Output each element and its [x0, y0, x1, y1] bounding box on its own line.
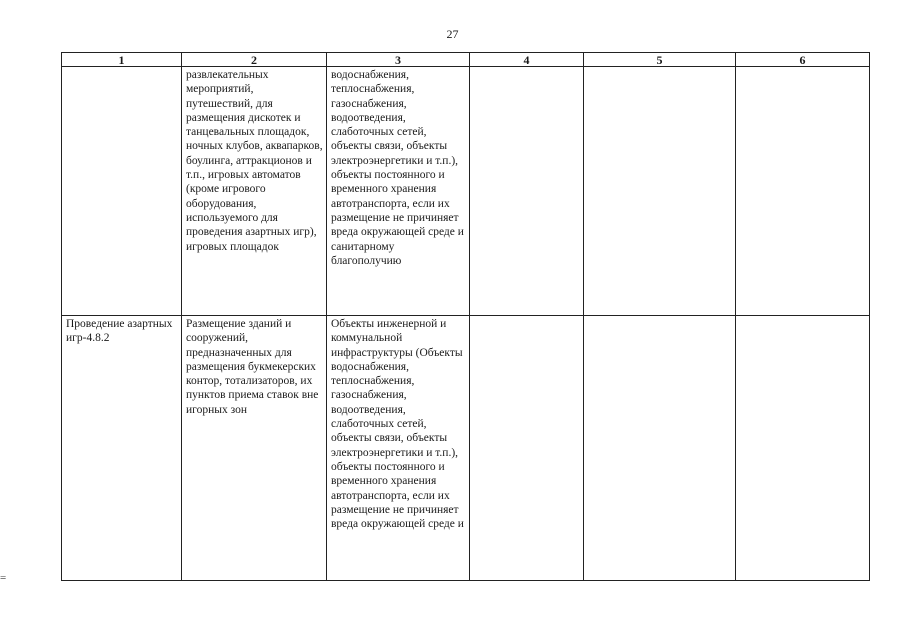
table-cell [182, 67, 327, 316]
table-cell [584, 316, 736, 581]
table-cell [736, 316, 870, 581]
column-header-1: 1 [62, 53, 182, 67]
table-cell [327, 67, 470, 316]
auxiliary-use-continued: водоснабжения, теплоснабжения, газоснабжения, водоотведения, слаботочных сетей, объекты связи, объекты электроэнергетики и т.п.), объекты постоянного и временного хранения автотранспорта, если их размещение не причиняет вреда окружающей среде и санитарному благополучию [331, 69, 464, 267]
zoning-table [61, 52, 870, 581]
table-row [62, 316, 870, 581]
table-cell [62, 67, 182, 316]
column-header-5: 5 [584, 53, 736, 67]
column-header-6: 6 [736, 53, 870, 67]
table-cell [62, 316, 182, 581]
column-header-3: 3 [327, 53, 470, 67]
table-cell [470, 316, 584, 581]
page-number: 27 [446, 27, 459, 41]
use-description-continued: развлекательных мероприятий, путешествий, для размещения дискотек и танцевальных площадок, ночных клубов, аквапарков, боулинга, аттракционов и т.п., игровых автоматов (кроме игрового оборудования, используемого для проведения азартных игр), игровых площадок [186, 69, 323, 253]
column-header-2: 2 [182, 53, 327, 67]
use-description: Размещение зданий и сооружений, предназначенных для размещения букмекерских контор, тотализаторов, их пунктов приема ставок вне игорных зон [186, 318, 319, 416]
table-row [62, 67, 870, 316]
edge-mark: = [0, 572, 7, 584]
use-type-name: Проведение азартных игр-4.8.2 [66, 318, 173, 345]
table-cell [470, 67, 584, 316]
table-header-row [62, 53, 870, 67]
column-header-4: 4 [470, 53, 584, 67]
table-cell [584, 67, 736, 316]
table-cell [182, 316, 327, 581]
table-cell [736, 67, 870, 316]
table-cell [327, 316, 470, 581]
auxiliary-use: Объекты инженерной и коммунальной инфраструктуры (Объекты водоснабжения, теплоснабжения, газоснабжения, водоотведения, слаботочных сетей, объекты связи, объекты электроэнергетики и т.п.), объекты постоянного и временного хранения автотранспорта, если их размещение не причиняет вреда окружающей среде и [331, 318, 464, 531]
